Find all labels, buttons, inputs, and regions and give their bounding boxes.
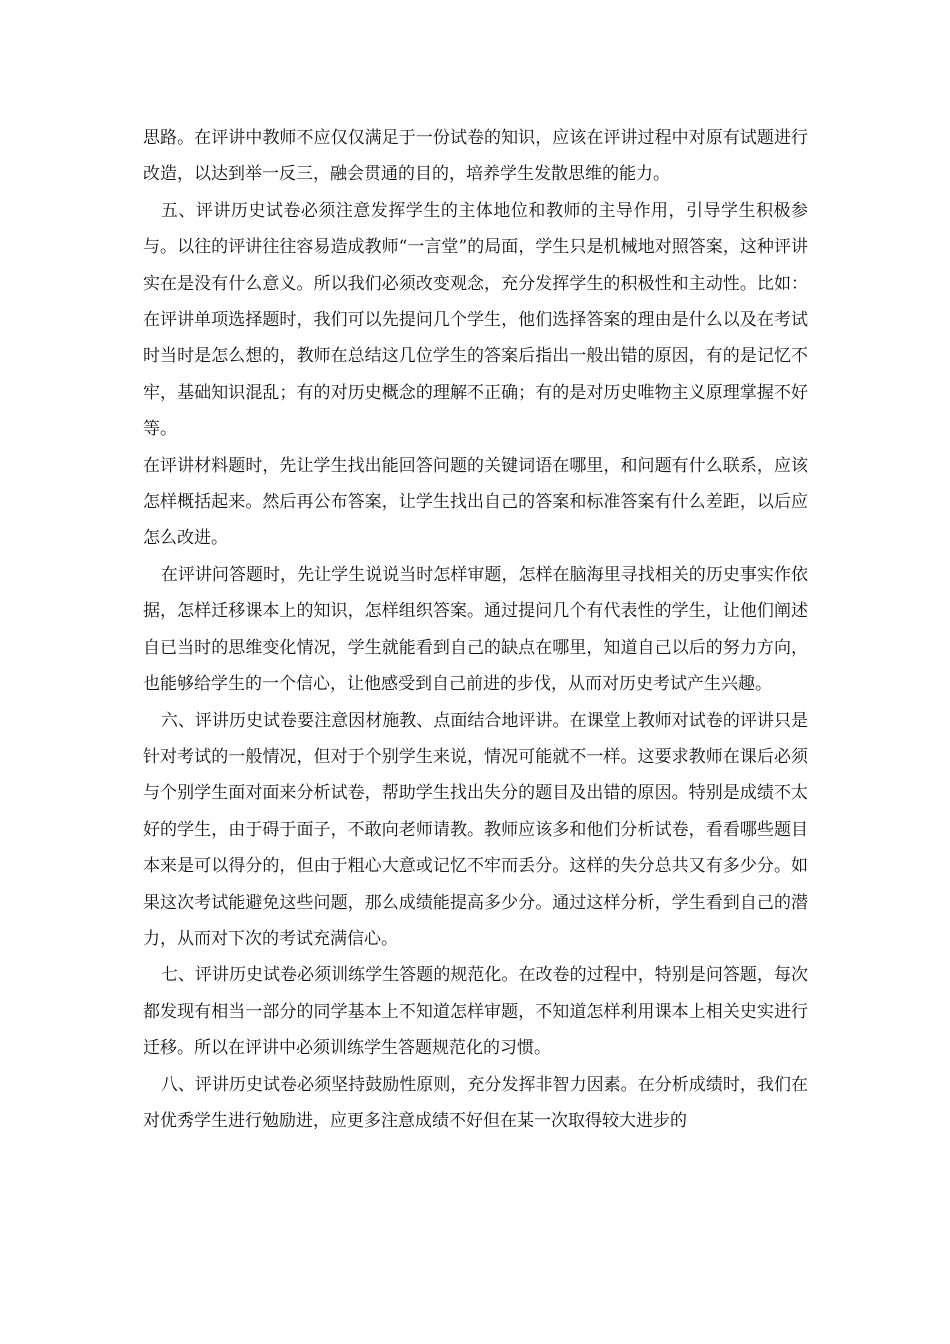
paragraph-2: 五、评讲历史试卷必须注意发挥学生的主体地位和教师的主导作用，引导学生积极参与。以往的评讲往往容易造成教师“一言堂”的局面，学生只是机械地对照答案，这种评讲实在是没有什么意义。所以我们必须改变观念，充分发挥学生的积极性和主动性。比如：在评讲单项选择题时，我们可以先提问几个学生，他们选择答案的理由是什么以及在考试时当时是怎么想的，教师在总结这几位学生的答案后指出一般出错的原因，有的是记忆不牢，基础知识混乱；有的对历史概念的理解不正确；有的是对历史唯物主义原理掌握不好等。 bbox=[143, 200, 808, 440]
paragraph-4: 在评讲问答题时，先让学生说说当时怎样审题，怎样在脑海里寻找相关的历史事实作依据，怎样迁移课本上的知识，怎样组织答案。通过提问几个有代表性的学生，让他们阐述自已当时的思维变化情况，学生就能看到自己的缺点在哪里，知道自己以后的努力方向，也能够给学生的一个信心，让他感受到自己前进的步伐，从而对历史考试产生兴趣。 bbox=[143, 564, 808, 695]
document-page bbox=[143, 120, 808, 1139]
paragraph-7: 八、评讲历史试卷必须坚持鼓励性原则，充分发挥非智力因素。在分析成绩时，我们在对优秀学生进行勉励进，应更多注意成绩不好但在某一次取得较大进步的 bbox=[143, 1074, 808, 1131]
paragraph-1: 思路。在评讲中教师不应仅仅满足于一份试卷的知识，应该在评讲过程中对原有试题进行改造，以达到举一反三，融会贯通的目的，培养学生发散思维的能力。 bbox=[143, 128, 808, 185]
paragraph-5: 六、评讲历史试卷要注意因材施教、点面结合地评讲。在课堂上教师对试卷的评讲只是针对考试的一般情况，但对于个别学生来说，情况可能就不一样。这要求教师在课后必须与个别学生面对面来分析试卷，帮助学生找出失分的题目及出错的原因。特别是成绩不太好的学生，由于碍于面子，不敢向老师请教。教师应该多和他们分析试卷，看看哪些题目本来是可以得分的，但由于粗心大意或记忆不牢而丢分。这样的失分总共又有多少分。如果这次考试能避免这些问题，那么成绩能提高多少分。通过这样分析，学生看到自己的潜力，从而对下次的考试充满信心。 bbox=[143, 710, 808, 949]
paragraph-6: 七、评讲历史试卷必须训练学生答题的规范化。在改卷的过程中，特别是问答题，每次都发现有相当一部分的同学基本上不知道怎样审题，不知道怎样利用课本上相关史实进行迁移。所以在评讲中必须训练学生答题规范化的习惯。 bbox=[143, 965, 808, 1059]
paragraph-3: 在评讲材料题时，先让学生找出能回答问题的关键词语在哪里，和问题有什么联系，应该怎样概括起来。然后再公布答案，让学生找出自己的答案和标准答案有什么差距，以后应怎么改进。 bbox=[143, 455, 808, 549]
